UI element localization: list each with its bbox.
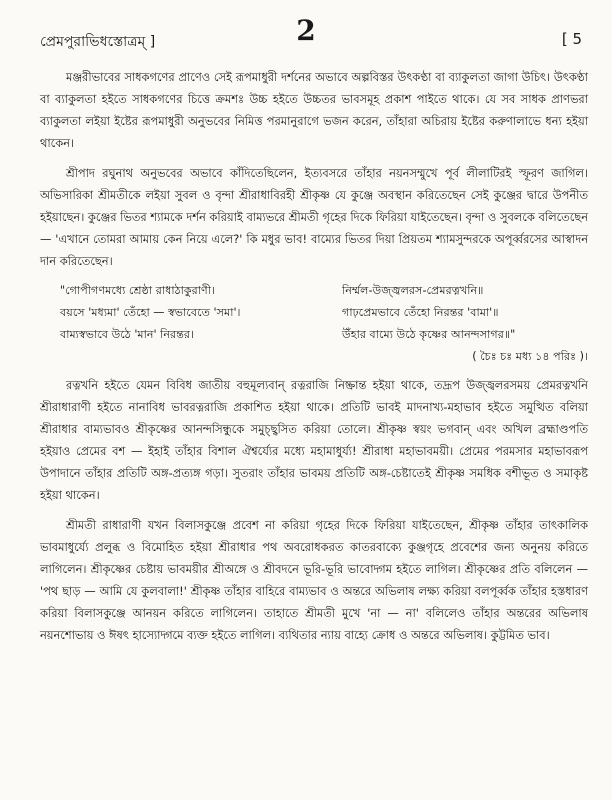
verse-line <box>60 302 588 324</box>
page-number: 2 <box>296 14 316 47</box>
page-header <box>0 0 612 56</box>
header-page-ref: [ 5 <box>561 30 582 48</box>
verse-left: "গোপীগণমধ্যে শ্রেষ্ঠা রাধাঠাকুরাণী। <box>60 284 216 297</box>
verse-right: গাঢ়প্রেমভাবে তেঁহো নিরন্তর 'বামা'॥ <box>342 306 499 319</box>
header-title: প্রেমপুরাভিধস্তোত্রম্ ] <box>40 34 156 50</box>
verse-right: নির্ম্মল-উজ্জ্বলরস-প্রেমরত্নখনি॥ <box>342 284 484 297</box>
verse-block <box>60 280 588 368</box>
page-body <box>40 66 588 654</box>
paragraph: রত্নখনি হইতে যেমন বিবিধ জাতীয় বহুমূল্যবান্ রত্নরাজি নিষ্ক্রান্ত হইয়া থাকে, তদ্রূপ উজ্জ্বলরসময় প্রেমরত্নখনি শ্রীরাধারাণী হইতে নানাবিধ ভাবরত্নরাজি প্রকাশিত হইয়া থাকে। প্রতিটি ভাবই মাদনাখ্য-মহাভাব হইতে সমুত্থিত বলিয়া শ্রীরাধার বাম্যভাবও শ্রীকৃষ্ণের আনন্দসিন্ধুকে সমুচ্ছ্বসিত করিয়া তোলে। শ্রীকৃষ্ণ স্বয়ং ভগবান্ এবং অখিল ব্রহ্মাণ্ডপতি হইয়াও প্রেমের বশ — ইহাই তাঁহার বিশাল ঐশ্বর্য্যের মধ্যে মহামাধুর্য্য! শ্রীরাধা মহাভাবময়ী। প্রেমের পরমসার মহাভাবরূপ উপাদানে তাঁহার প্রতিটি অঙ্গ-প্রত্যঙ্গ গড়া। সুতরাং তাঁহার ভাবময় প্রতিটি অঙ্গ-চেষ্টাতেই শ্রীকৃষ্ণ সমধিক বশীভূত ও সমাকৃষ্ট হইয়া থাকেন। <box>40 378 588 502</box>
verse-right: উঁহার বাম্যে উঠে কৃষ্ণের আনন্দসাগর॥" <box>342 328 516 341</box>
paragraph: শ্রীমতী রাধারাণী যখন বিলাসকুঞ্জে প্রবেশ না করিয়া গৃহের দিকে ফিরিয়া যাইতেছেন, শ্রীকৃষ্ণ তাঁহার তাৎকালিক ভাবমাধুর্য্যে প্রলুব্ধ ও বিমোহিত হইয়া শ্রীরাধার পথ অবরোধকরত কাতরবাক্যে কুঞ্জগৃহে প্রবেশের জন্য অনুনয় করিতে লাগিলেন। শ্রীকৃষ্ণের চেষ্টায় ভাবময়ীর শ্রীঅঙ্গে ও শ্রীবদনে ভূরি-ভূরি ভাবোদ্গম হইতে লাগিল। শ্রীকৃষ্ণের প্রতি বলিলেন — 'পথ ছাড় — আমি যে কুলবালা!' শ্রীকৃষ্ণ তাঁহার বাহিরে বাম্যভাব ও অন্তরে অভিলাষ লক্ষ্য করিয়া বলপূর্ব্বক তাঁহার হস্তধারণ করিয়া বিলাসকুঞ্জে আনয়ন করিতে লাগিলেন। তাহাতে শ্রীমতী মুখে 'না — না' বলিলেও তাঁহার অন্তরের অভিলাষ নয়নশোভায় ও ঈষৎ হাস্যোদ্গমে ব্যক্ত হইতে লাগিল। ব্যথিতার ন্যায় বাহ্যে ক্রোধ ও অন্তরে অভিলাষ। কুট্টমিত ভাব। <box>40 518 588 642</box>
verse-left: বাম্যস্বভাবে উঠে 'মান' নিরন্তর। <box>60 328 195 341</box>
verse-reference: ( চৈঃ চঃ মধ্য ১৪ পরিঃ )। <box>472 350 588 363</box>
paragraph: শ্রীপাদ রঘুনাথ অনুভবের অভাবে কাঁদিতেছিলেন, ইত্যবসরে তাঁহার নয়নসম্মুখে পূর্ব লীলাটিরই স্ফূরণ জাগিল। অভিসারিকা শ্রীমতীকে লইয়া সুবল ও বৃন্দা শ্রীরাধাবিরহী শ্রীকৃষ্ণ যে কুঞ্জে অবস্থান করিতেছেন সেই কুঞ্জের দ্বারে উপনীত হইয়াছেন। কুঞ্জের ভিতর শ্যামকে দর্শন করিয়াই বাম্যভরে শ্রীমতী গৃহের দিকে ফিরিয়া যাইতেছেন। বৃন্দা ও সুবলকে বলিতেছেন — 'এখানে তোমরা আমায় কেন নিয়ে এলে?' কি মধুর ভাব! বাম্যের ভিতর দিয়া প্রিয়তম শ্যামসুন্দরকে অপূর্ব্বরসের আস্বাদন দান করিতেছেন। <box>40 166 588 268</box>
paragraph: মঞ্জরীভাবের সাধকগণের প্রাণেও সেই রূপমাধুরী দর্শনের অভাবে অল্পবিস্তর উৎকণ্ঠা বা ব্যাকুলতা জাগা উচিৎ। উৎকণ্ঠা বা ব্যাকুলতা হইতে সাধকগণের চিত্তে ক্রমশঃ উচ্চ হইতে উচ্চতর ভাবসমূহ প্রকাশ পাইতে থাকে। যে সব সাধক প্রাণভরা ব্যাকুলতা লইয়া ইষ্টের রূপমাধুরী অনুভবের নিমিত্ত পরমানুরাগে ভজন করেন, তাঁহারা অচিরায় ইষ্টের করুণালাভে ধন্য হইয়া থাকেন। <box>40 70 588 150</box>
verse-left: বয়সে 'মধ্যমা' তেঁহো — স্বভাবেতে 'সমা'। <box>60 306 241 319</box>
verse-line <box>60 280 588 302</box>
verse-line <box>60 324 588 346</box>
